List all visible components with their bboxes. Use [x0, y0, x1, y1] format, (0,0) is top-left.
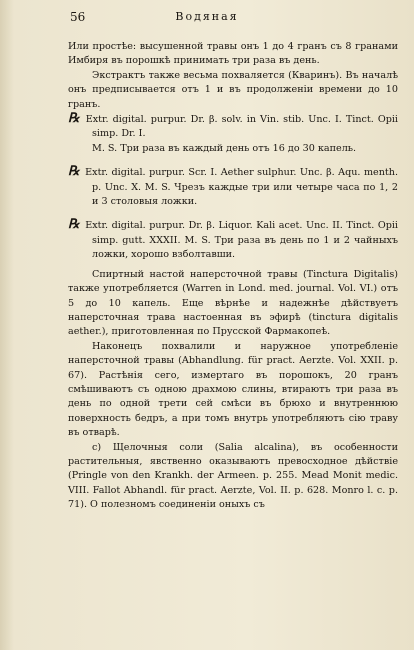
prescription-1-text: Extr. digital. purpur. Dr. β. solv. in Vin. stib. Unc. I. Tinct. Opii simp. Dr. I. — [85, 114, 398, 140]
prescription-3 — [68, 218, 398, 262]
recipe-symbol-icon: ℞ — [68, 164, 80, 180]
page-number: 56 — [70, 10, 86, 24]
recipe-symbol-icon: ℞ — [68, 111, 80, 127]
recipe-symbol-icon: ℞ — [68, 217, 80, 233]
paragraph-tincture: Спиртный настой наперсточной травы (Tinctura Digitalis) также употребляется (Warren in Lond. med. journal. Vol. VI.) отъ 5 до 10 капель. Еще вѣрнѣе и надежнѣе дѣйствуетъ наперсточная трава настоенная въ эфирѣ (tinctura digitalis aether.), приготовленная по Прусской Фармакопеѣ. — [68, 268, 398, 338]
running-head: Водяная — [175, 10, 239, 23]
paragraph-alkaline-salts: c) Щелочныя соли (Salia alcalina), въ особенности растительныя, явственно оказываютъ превосходное дѣйствіе (Pringle von den Krankh. der Armeen. p. 255. Mead Monit medic. VIII. Fallot Abhandl. für pract. Aerzte, Vol. II. p. 628. Monro l. c. p. 71). О полезномъ соединеніи оныхъ съ — [68, 441, 398, 511]
prescription-1-instructions: M. S. Три раза въ каждый день отъ 16 до 30 капель. — [92, 142, 357, 154]
prescription-3-text: Extr. digital. purpur. Dr. β. Liquor. Kali acet. Unc. II. Tinct. Opii simp. gutt. XXXII. M. S. Три раза въ день по 1 и 2 чайныхъ ложки, хорошо взболтавши. — [85, 220, 398, 261]
paragraph-extract: Экстрактъ также весьма похваляется (Кваринъ). Въ началѣ онъ предписывается отъ 1 и въ продолженіи времени до 10 гранъ. — [68, 69, 398, 110]
prescription-1 — [68, 112, 398, 142]
page-header — [0, 10, 414, 26]
body-text — [68, 40, 398, 513]
prescription-2 — [68, 165, 398, 209]
prescription-2-text: Extr. digital. purpur. Scr. I. Aether sulphur. Unc. β. Aqu. menth. p. Unc. X. M. S. Чрезъ каждые три или четыре часа по 1, 2 и 3 столовыя ложки. — [85, 167, 398, 208]
paragraph-powder-dose: Или простѣе: высушенной травы онъ 1 до 4 гранъ съ 8 гранами Имбиря въ порошкѣ принимать три раза въ день. — [68, 41, 398, 67]
paragraph-external-use: Наконецъ похвалили и наружное употребленіе наперсточной травы (Abhandlung. für pract. Aerzte. Vol. XXII. p. 67). Растѣнія сего, измертаго въ порошокъ, 20 гранъ смѣшиваютъ съ одною драхмою слины, втираютъ три раза въ день по одной трети сей смѣси въ брюхо и внутреннюю поверхность бедръ, а при томъ внутрь употребляютъ сію траву въ отварѣ. — [68, 340, 398, 439]
